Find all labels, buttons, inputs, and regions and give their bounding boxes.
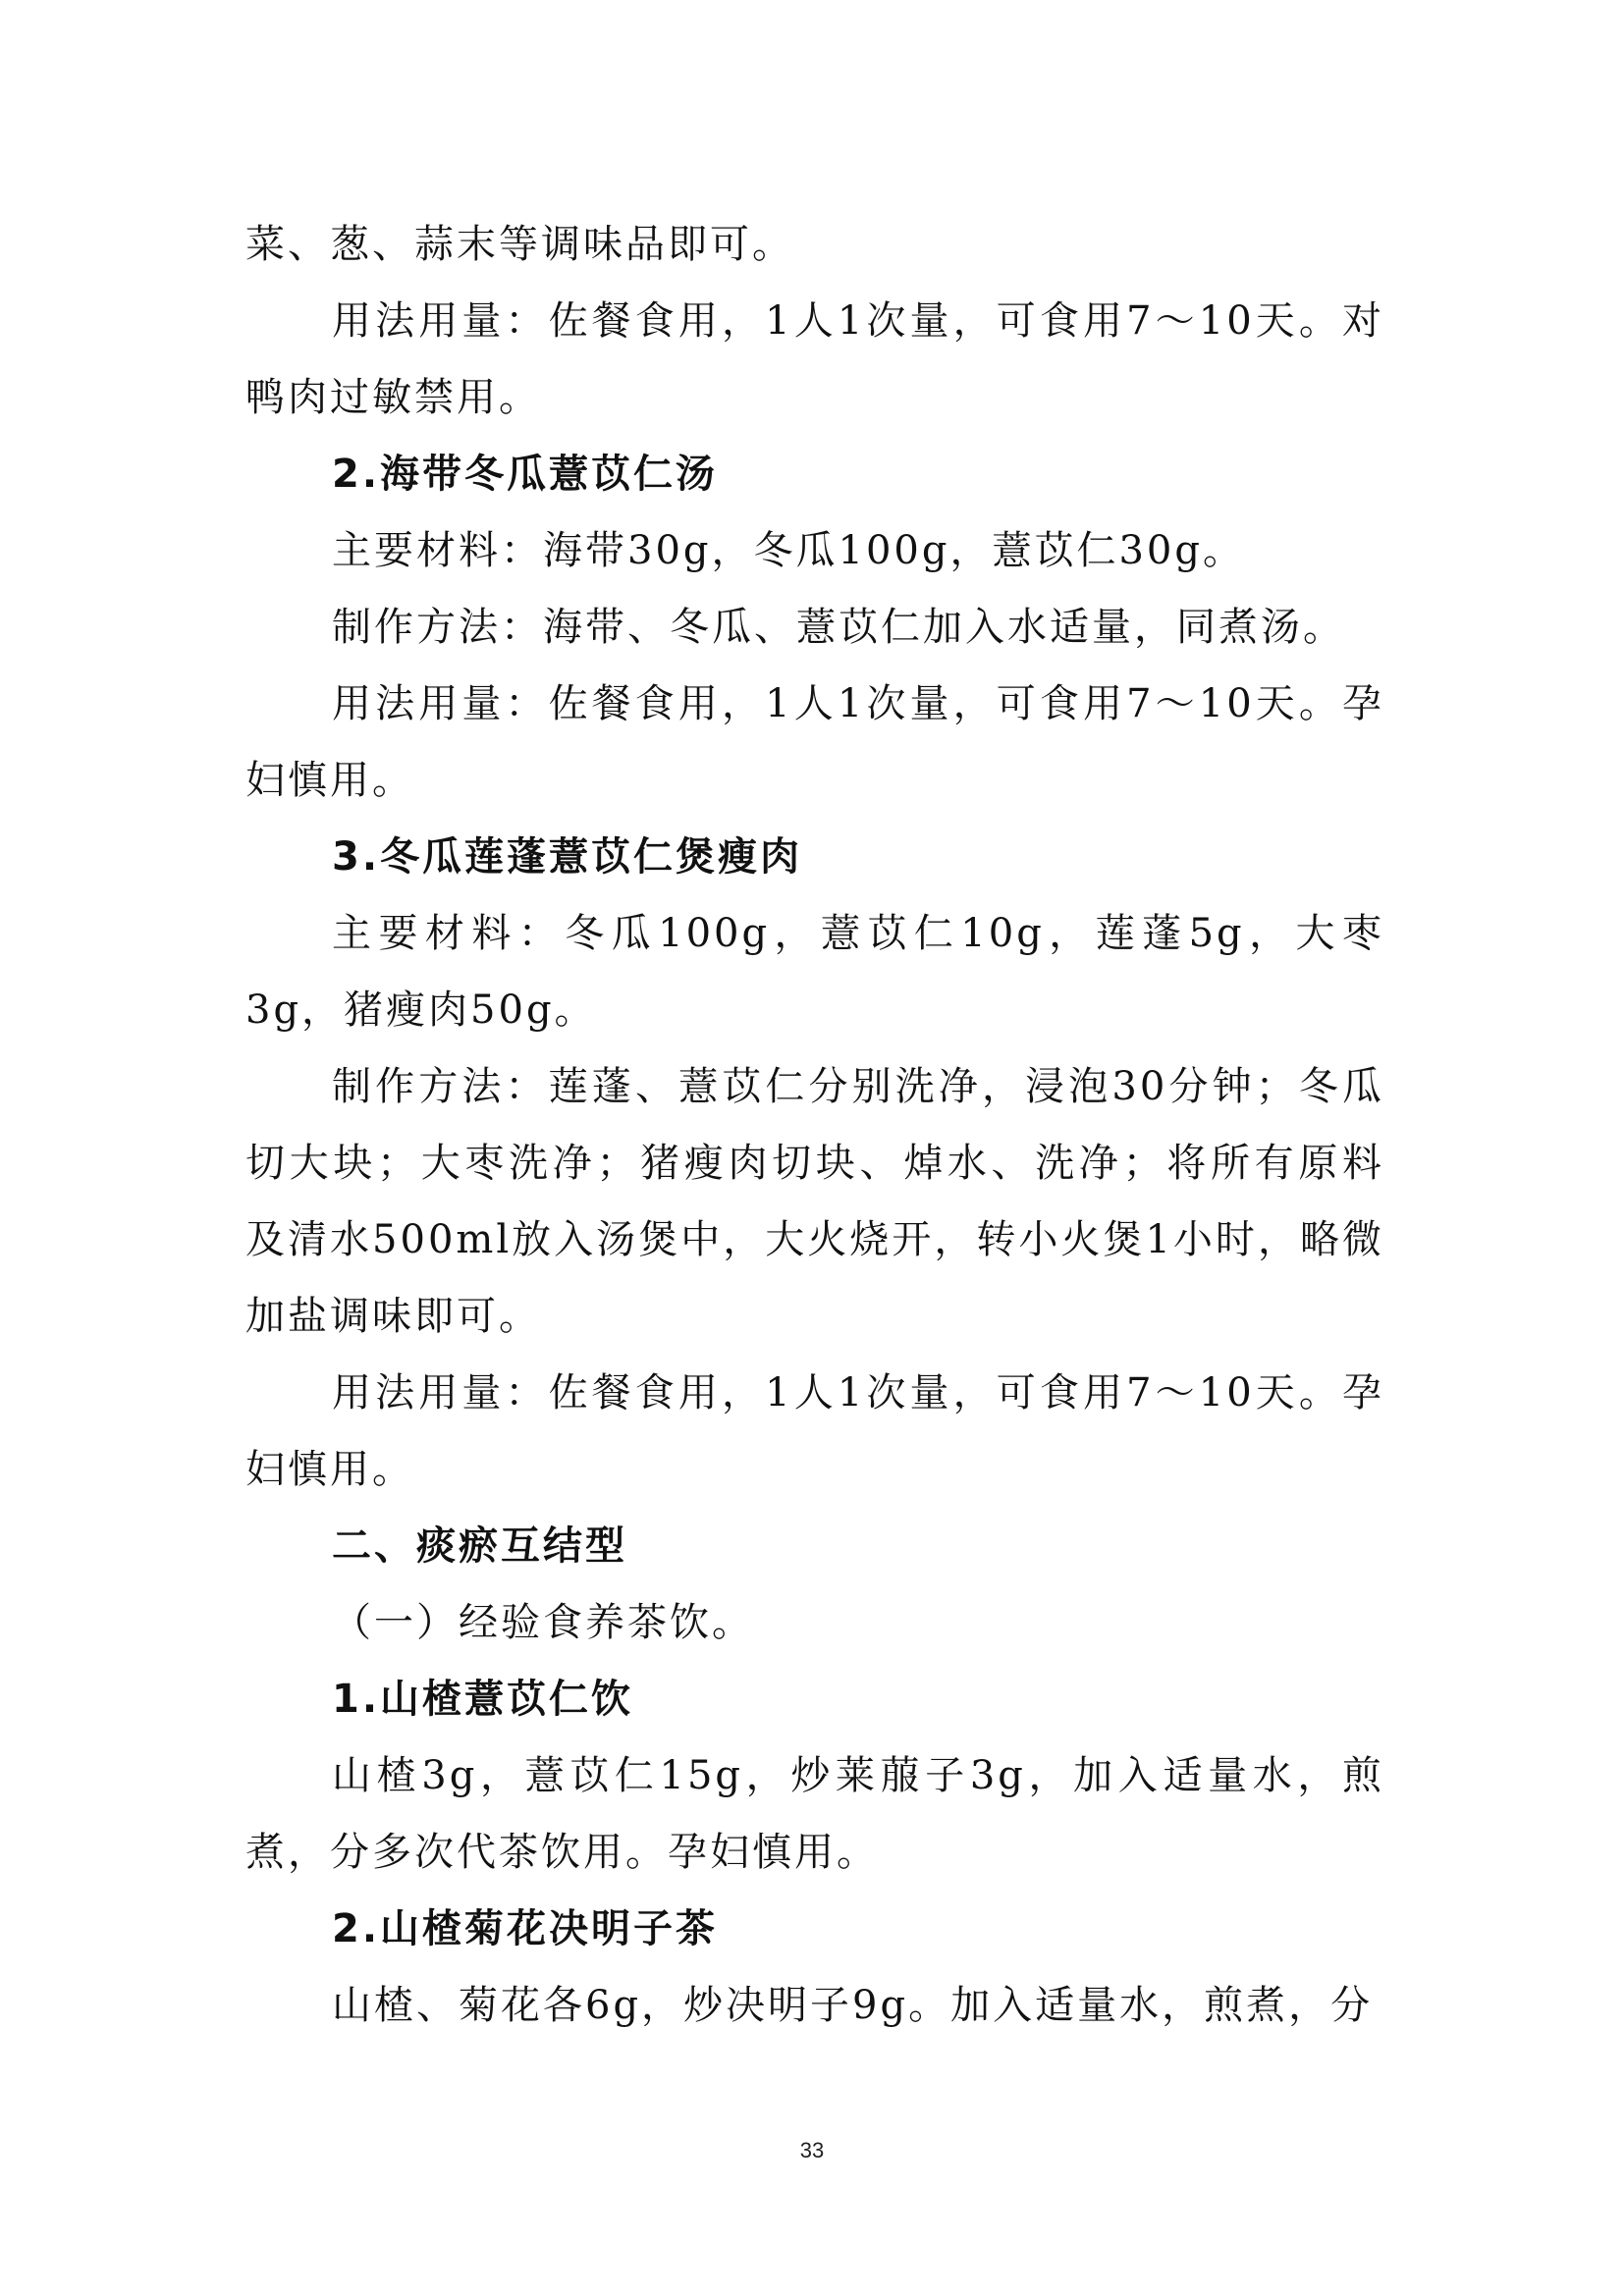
- paragraph-seasoning-end: 菜、葱、蒜末等调味品即可。: [245, 222, 794, 267]
- paragraph-materials-kelp-soup: 主要材料：海带30g，冬瓜100g，薏苡仁30g。: [332, 528, 1245, 573]
- paragraph-usage-kelp-soup: 用法用量：佐餐食用，1人1次量，可食用7～10天。孕妇慎用。: [245, 681, 1384, 803]
- paragraph-usage-lean-pork: 用法用量：佐餐食用，1人1次量，可食用7～10天。孕妇慎用。: [245, 1370, 1384, 1492]
- heading-kelp-wintermelon-soup: 2.海带冬瓜薏苡仁汤: [332, 452, 719, 497]
- paragraph-usage-duck: 用法用量：佐餐食用，1人1次量，可食用7～10天。对鸭肉过敏禁用。: [245, 298, 1384, 420]
- paragraph-hawthorn-coix-recipe: 山楂3g，薏苡仁15g，炒莱菔子3g，加入适量水，煎煮，分多次代茶饮用。孕妇慎用。: [245, 1753, 1384, 1875]
- heading-wintermelon-lean-pork: 3.冬瓜莲蓬薏苡仁煲瘦肉: [332, 834, 803, 880]
- paragraph-materials-lean-pork: 主要材料：冬瓜100g，薏苡仁10g，莲蓬5g，大枣3g，猪瘦肉50g。: [245, 911, 1384, 1033]
- section-heading-phlegm-stasis: 二、痰瘀互结型: [332, 1523, 627, 1569]
- heading-hawthorn-chrysanthemum-tea: 2.山楂菊花决明子茶: [332, 1906, 719, 1951]
- heading-hawthorn-coix-drink: 1.山楂薏苡仁饮: [332, 1677, 634, 1722]
- subsection-heading-tea: （一）经验食养茶饮。: [332, 1600, 754, 1645]
- document-body: [245, 206, 1384, 2044]
- paragraph-method-kelp-soup: 制作方法：海带、冬瓜、薏苡仁加入水适量，同煮汤。: [332, 605, 1345, 650]
- paragraph-method-lean-pork: 制作方法：莲蓬、薏苡仁分别洗净，浸泡30分钟；冬瓜切大块；大枣洗净；猪瘦肉切块、焯水、洗净；将所有原料及清水500ml放入汤煲中，大火烧开，转小火煲1小时，略微加盐调味即可。: [245, 1064, 1384, 1339]
- paragraph-hawthorn-chrysanthemum-recipe: 山楂、菊花各6g，炒决明子9g。加入适量水，煎煮，分: [332, 1983, 1374, 2028]
- page-number: 33: [799, 2138, 825, 2163]
